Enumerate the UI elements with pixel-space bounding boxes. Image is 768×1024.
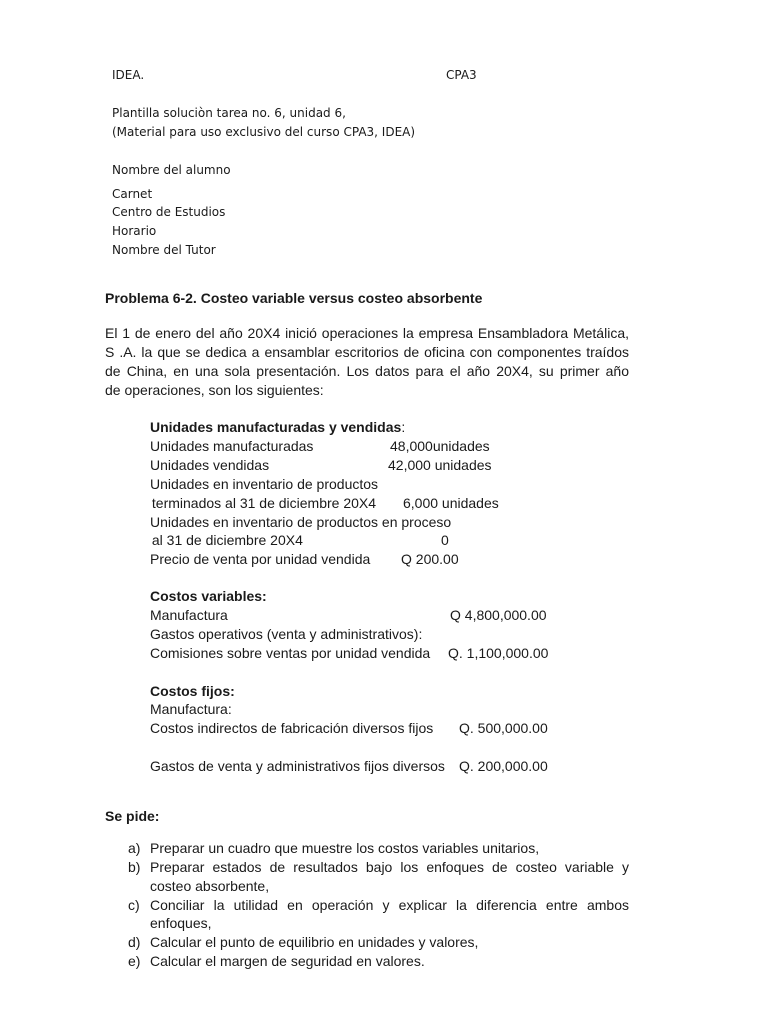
units-manufactured-value: 48,000unidades	[390, 438, 490, 454]
fg-inventory-label-1: Unidades en inventario de productos	[150, 476, 379, 492]
fg-inventory-value: 6,000 unidades	[403, 495, 499, 511]
req-letter-b: b)	[128, 859, 141, 875]
fixed-costs-heading: Costos fijos:	[150, 683, 235, 699]
units-sold-value: 42,000 unidades	[388, 457, 492, 473]
req-letter-e: e)	[128, 953, 141, 969]
req-a-line-1: Preparar un cuadro que muestre los costos variables unitarios,	[150, 840, 540, 856]
problem-title: Problema 6-2. Costeo variable versus costeo absorbente	[105, 290, 483, 306]
org-name: IDEA.	[112, 68, 145, 82]
fg-inventory-label-2: terminados al 31 de diciembre 20X4	[148, 495, 377, 511]
field-study-center: Centro de Estudios	[112, 205, 226, 219]
units-heading-colon: :	[401, 419, 406, 435]
course-code: CPA3	[446, 68, 477, 82]
req-c-line-2: enfoques,	[150, 915, 212, 931]
intro-line-2: S .A. la que se dedica a ensamblar escritorios de oficina con componentes traídos	[105, 344, 629, 360]
units-heading-text: Unidades manufacturadas y vendidas	[150, 419, 402, 435]
req-letter-d: d)	[128, 934, 141, 950]
commissions-value: Q. 1,100,000.00	[448, 645, 549, 661]
fixed-overhead-label: Costos indirectos de fabricación diversos fijos	[150, 720, 434, 736]
requirements-heading: Se pide:	[105, 808, 160, 824]
units-manufactured-label: Unidades manufacturadas	[150, 438, 314, 454]
req-c-line-1: Conciliar la utilidad en operación y explicar la diferencia entre ambos	[150, 897, 629, 913]
wip-inventory-label-1: Unidades en inventario de productos en proceso	[150, 514, 452, 530]
field-carnet: Carnet	[112, 187, 153, 201]
units-sold-label: Unidades vendidas	[150, 457, 270, 473]
req-b-line-1: Preparar estados de resultados bajo los enfoques de costeo variable y	[150, 859, 629, 875]
wip-inventory-value: 0	[441, 532, 449, 548]
field-student-name: Nombre del alumno	[112, 163, 231, 177]
req-d-line-1: Calcular el punto de equilibrio en unidades y valores,	[150, 934, 479, 950]
intro-line-4: de operaciones, son los siguientes:	[105, 382, 324, 398]
price-value: Q 200.00	[401, 551, 459, 567]
wip-inventory-label-2: al 31 de diciembre 20X4	[148, 532, 303, 548]
intro-line-3: de China, en una sola presentación. Los datos para el año 20X4, su primer año	[105, 363, 629, 379]
variable-manufacturing-value: Q 4,800,000.00	[450, 607, 547, 623]
units-heading	[150, 418, 405, 437]
variable-costs-heading: Costos variables:	[150, 588, 267, 604]
req-letter-c: c)	[128, 897, 140, 913]
price-label: Precio de venta por unidad vendida	[150, 551, 371, 567]
fixed-overhead-value: Q. 500,000.00	[459, 720, 548, 736]
fixed-sga-value: Q. 200,000.00	[459, 758, 548, 774]
req-b-line-2: costeo absorbente,	[150, 878, 270, 894]
intro-line-1: El 1 de enero del año 20X4 inició operaciones la empresa Ensambladora Metálica,	[105, 325, 629, 341]
material-note: (Material para uso exclusivo del curso CPA3, IDEA)	[112, 125, 416, 139]
req-letter-a: a)	[128, 840, 141, 856]
field-schedule: Horario	[112, 224, 157, 238]
fixed-manufacturing-label: Manufactura:	[150, 701, 232, 717]
template-title: Plantilla soluciòn tarea no. 6, unidad 6,	[112, 106, 346, 120]
operating-expenses-label: Gastos operativos (venta y administrativos):	[150, 626, 423, 642]
commissions-label: Comisiones sobre ventas por unidad vendida	[150, 645, 431, 661]
variable-manufacturing-label: Manufactura	[150, 607, 228, 623]
field-tutor: Nombre del Tutor	[112, 243, 216, 257]
fixed-sga-label: Gastos de venta y administrativos fijos diversos	[150, 758, 445, 774]
req-e-line-1: Calcular el margen de seguridad en valores.	[150, 953, 425, 969]
